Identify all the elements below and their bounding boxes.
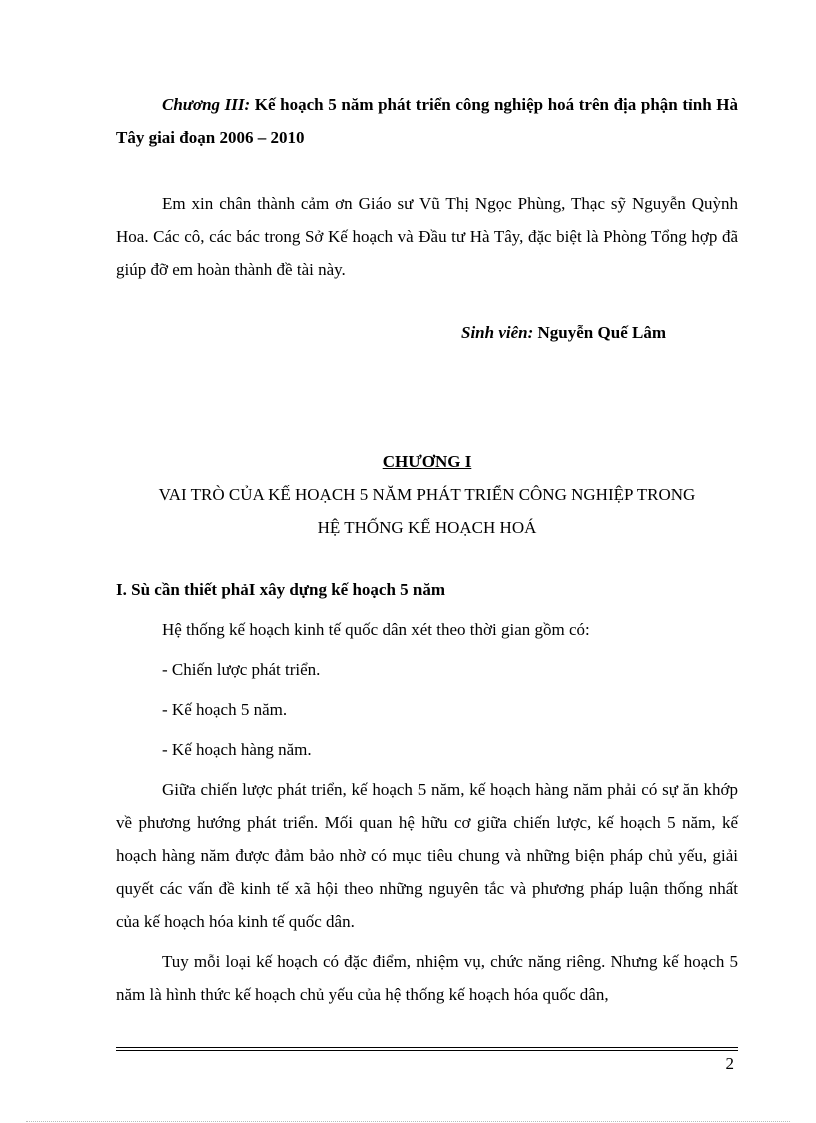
page-edge-divider bbox=[26, 1121, 790, 1122]
footer-rule-bottom bbox=[116, 1050, 738, 1051]
signature-label: Sinh viên: bbox=[461, 323, 534, 342]
chapter1-heading: CHƯƠNG I bbox=[382, 452, 472, 471]
signature bbox=[116, 316, 738, 349]
chapter3-text: Kế hoạch 5 năm phát triển công nghiệp hoá trên địa phận tỉnh Hà Tây giai đoạn 2006 – 2010 bbox=[116, 95, 738, 147]
list-item: - Kế hoạch hàng năm. bbox=[162, 740, 312, 759]
section1-title: I. Sù cần thiết phảI xây dựng kế hoạch 5 năm bbox=[116, 580, 446, 599]
signature-name: Nguyễn Quế Lâm bbox=[533, 323, 666, 342]
page-number: 2 bbox=[725, 1054, 734, 1073]
chapter3-label: Chương III: bbox=[162, 95, 251, 114]
list-item: - Chiến lược phát triển. bbox=[162, 660, 321, 679]
thanks-paragraph bbox=[116, 187, 738, 286]
chapter1-title-line1: VAI TRÒ CỦA KẾ HOẠCH 5 NĂM PHÁT TRIỂN CÔNG NGHIỆP TRONG bbox=[158, 485, 696, 504]
footer-rule-top bbox=[116, 1047, 738, 1048]
section1-para1: Giữa chiến lược phát triển, kế hoạch 5 năm, kế hoạch hàng năm phải có sự ăn khớp về phương hướng phát triển. Mối quan hệ hữu cơ giữa chiến lược, kế hoạch 5 năm, kế hoạch hàng năm được đảm bảo nhờ có mục tiêu chung và những biện pháp chủ yếu, giải quyết các vấn đề kinh tế xã hội theo những nguyên tắc và phương pháp luận thống nhất của kế hoạch hóa kinh tế quốc dân. bbox=[116, 780, 738, 931]
thanks-text: Em xin chân thành cảm ơn Giáo sư Vũ Thị Ngọc Phùng, Thạc sỹ Nguyễn Quỳnh Hoa. Các cô, các bác trong Sở Kế hoạch và Đầu tư Hà Tây, đặc biệt là Phòng Tổng hợp đã giúp đỡ em hoàn thành đề tài này. bbox=[116, 194, 738, 279]
section1 bbox=[116, 573, 738, 1011]
list-item: - Kế hoạch 5 năm. bbox=[162, 700, 288, 719]
chapter3-intro bbox=[116, 88, 738, 154]
section1-para2: Tuy mỗi loại kế hoạch có đặc điểm, nhiệm vụ, chức năng riêng. Nhưng kế hoạch 5 năm là hình thức kế hoạch chủ yếu của hệ thống kế hoạch hóa quốc dân, bbox=[116, 952, 738, 1004]
chapter1-title-line2: HỆ THỐNG KẾ HOẠCH HOÁ bbox=[317, 518, 537, 537]
section1-intro: Hệ thống kế hoạch kinh tế quốc dân xét theo thời gian gồm có: bbox=[162, 620, 590, 639]
chapter1-heading-block bbox=[116, 445, 738, 544]
